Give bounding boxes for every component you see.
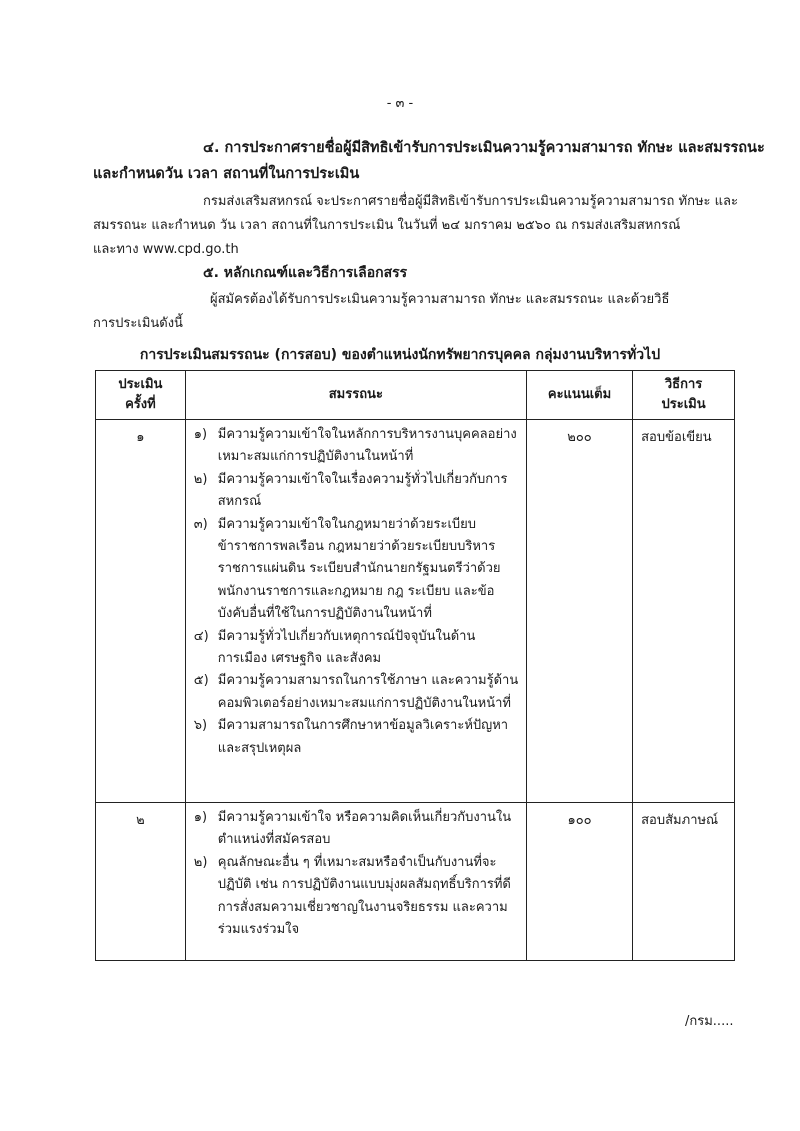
header-score: คะแนนเต็ม xyxy=(526,371,632,420)
competency-item: ๒) คุณลักษณะอื่น ๆ ที่เหมาะสมหรือจำเป็นกับงานที่จะปฏิบัติ เช่น การปฏิบัติงานแบบมุ่งผลสัมฤทธิ์บริการที่ดี การสั่งสมความเชี่ยวชาญในงานจริยธรรม และความร่วมแรงร่วมใจ xyxy=(193,854,511,938)
competency-table xyxy=(95,370,735,961)
row2-round: ๒ xyxy=(96,803,186,961)
section5-body-line1: ผู้สมัครต้องได้รับการประเมินความรู้ความสามารถ ทักษะ และสมรรถนะ และด้วยวิธี xyxy=(210,292,670,307)
table-row xyxy=(96,420,735,803)
page-number: - ๓ - xyxy=(386,96,414,111)
section4-heading-line2: และกำหนดวัน เวลา สถานที่ในการประเมิน xyxy=(93,166,360,182)
continuation-marker: /กรม..... xyxy=(685,1014,734,1029)
header-round xyxy=(96,371,186,420)
header-method xyxy=(633,371,735,420)
competency-item: ๔) มีความรู้ทั่วไปเกี่ยวกับเหตุการณ์ปัจจุบันในด้านการเมือง เศรษฐกิจ และสังคม xyxy=(193,628,476,667)
competency-item: ๓) มีความรู้ความเข้าใจในกฎหมายว่าด้วยระเบียบข้าราชการพลเรือน กฎหมายว่าด้วยระเบียบบริหารราชการแผ่นดิน ระเบียบสำนักนายกรัฐมนตรีว่าด้วยพนักงานราชการและกฎหมาย กฎ ระเบียบ และข้อบังคับอื่นที่ใช้ในการปฏิบัติงานในหน้าที่ xyxy=(193,516,501,622)
header-competency: สมรรถนะ xyxy=(185,371,526,420)
competency-item: ๕) มีความรู้ความสามารถในการใช้ภาษา และความรู้ด้านคอมพิวเตอร์อย่างเหมาะสมแก่การปฏิบัติงานในหน้าที่ xyxy=(193,673,519,711)
header-round-line1: ประเมิน xyxy=(118,377,163,392)
table-header-row xyxy=(96,371,735,420)
section4-body-line2: สมรรถนะ และกำหนด วัน เวลา สถานที่ในการประเมิน ในวันที่ ๒๔ มกราคม ๒๕๖๐ ณ กรมส่งเสริมสหกรณ์ xyxy=(93,218,681,233)
row1-round: ๑ xyxy=(96,420,186,803)
competency-item: ๖) มีความสามารถในการศึกษาหาข้อมูลวิเคราะห์ปัญหาและสรุปเหตุผล xyxy=(193,718,509,756)
row2-competencies xyxy=(185,803,526,961)
table-title: การประเมินสมรรถนะ (การสอบ) ของตำแหน่งนักทรัพยากรบุคคล กลุ่มงานบริหารทั่วไป xyxy=(139,347,661,363)
row1-competencies xyxy=(185,420,526,803)
section5-body-line2: การประเมินดังนี้ xyxy=(93,316,183,331)
table-row xyxy=(96,803,735,961)
row2-method: สอบสัมภาษณ์ xyxy=(633,803,735,961)
section5-heading: ๕. หลักเกณฑ์และวิธีการเลือกสรร xyxy=(203,265,408,281)
section4-body-line3: และทาง www.cpd.go.th xyxy=(93,242,239,257)
competency-item: ๑) มีความรู้ความเข้าใจในหลักการบริหารงานบุคคลอย่างเหมาะสมแก่การปฏิบัติงานในหน้าที่ xyxy=(193,427,517,465)
competency-item: ๑) มีความรู้ความเข้าใจ หรือความคิดเห็นเกี่ยวกับงานในตำแหน่งที่สมัครสอบ xyxy=(193,810,512,848)
header-round-line2: ครั้งที่ xyxy=(125,397,156,412)
row1-score: ๒๐๐ xyxy=(526,420,632,803)
section4-body-line1: กรมส่งเสริมสหกรณ์ จะประกาศรายชื่อผู้มีสิทธิเข้ารับการประเมินความรู้ความสามารถ ทักษะ และ xyxy=(203,194,738,209)
header-method-line2: ประเมิน xyxy=(661,397,706,412)
row1-method: สอบข้อเขียน xyxy=(633,420,735,803)
competency-item: ๒) มีความรู้ความเข้าใจในเรื่องความรู้ทั่วไปเกี่ยวกับการสหกรณ์ xyxy=(193,471,508,510)
header-method-line1: วิธีการ xyxy=(664,377,703,392)
section4-heading-line1: ๔. การประกาศรายชื่อผู้มีสิทธิเข้ารับการประเมินความรู้ความสามารถ ทักษะ และสมรรถนะ xyxy=(203,140,765,156)
row2-score: ๑๐๐ xyxy=(526,803,632,961)
